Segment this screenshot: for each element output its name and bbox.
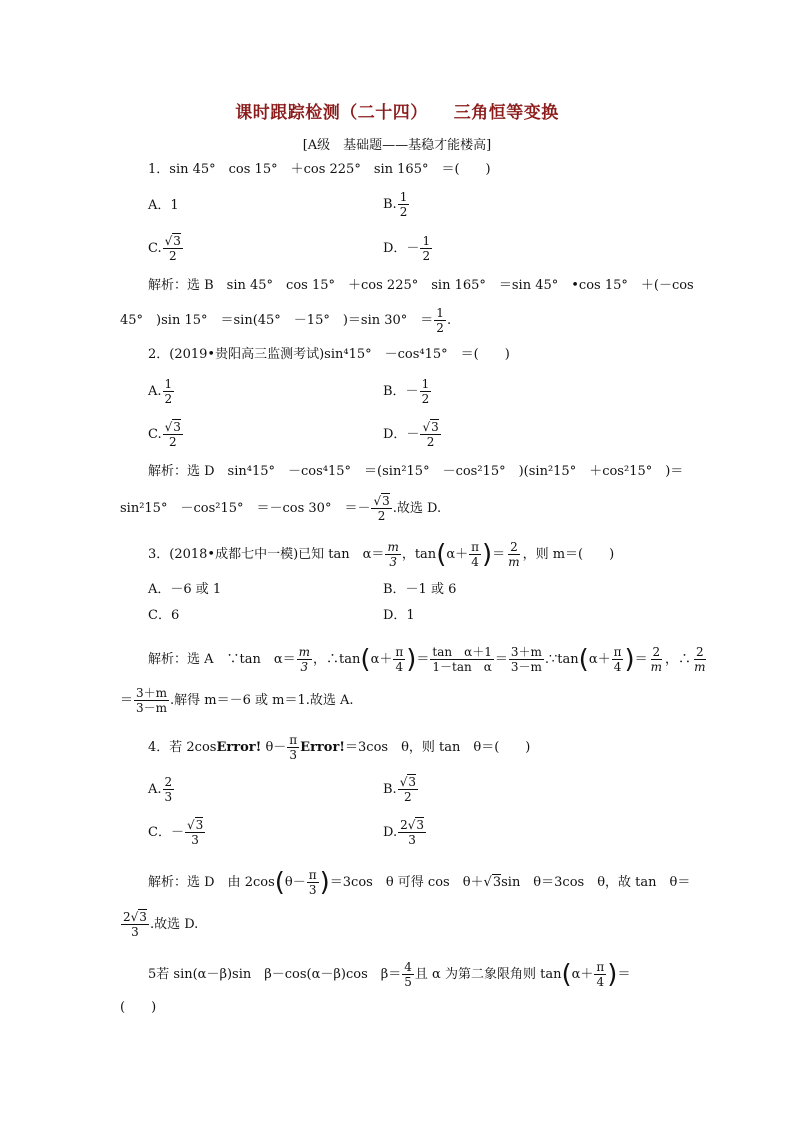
q1-option-b: B. $\frac{1}{2}$ (383, 190, 408, 219)
q3-option-b: B．－1 或 6 (383, 582, 457, 597)
q4-stem: 4．若 2cosError! θ－ $\frac{\pi}{3}$ Error!＝3cos θ，则 tan θ＝( ) (148, 733, 531, 762)
q3-option-a: A．－6 或 1 (148, 582, 222, 597)
q1-option-a: A．1 (148, 198, 179, 213)
q2-option-b: B．－ $\frac{1}{2}$ (383, 377, 430, 406)
q2-option-d: D．－ $\frac{√3}{2}$ (383, 420, 439, 449)
q4-option-c: C．－ $\frac{√3}{3}$ (148, 818, 204, 847)
q4-option-a: A. $\frac{2}{3}$ (148, 775, 173, 804)
q3-option-c: C．6 (148, 608, 180, 623)
q3-solution-line1: 解析：选 A ∵tan α＝ $\frac{m}{3}$ ，∴tan(α＋ $\frac{\pi}{4}$ )＝ $\frac{\text{tan α＋1}}{\text{1－tan α}}$ ＝ $\frac{3+m}{3-m}$ .∵tan(α＋ $\frac{\pi}{4}$ )＝ $\frac{2}{m}$ ，∴ $\frac{2}{m}$ (148, 644, 706, 675)
q2-option-c: C. $\frac{√3}{2}$ (148, 420, 181, 449)
title-topic: 三角恒等变换 (453, 103, 559, 123)
q4-option-b: B. $\frac{√3}{2}$ (383, 775, 416, 804)
section-subtitle: [A级 基础题——基稳才能楼高] (302, 138, 492, 153)
q4-solution-line2: $\frac{2√3}{3}$ .故选 D. (123, 910, 199, 939)
q4-solution-line1: 解析：选 D 由 2cos(θ－ $\frac{\pi}{3}$ )＝3cos θ 可得 cos θ＋√3sin θ＝3cos θ，故 tan θ＝ (148, 867, 691, 898)
q3-option-d: D．1 (383, 608, 415, 623)
q1-option-d: D．－ $\frac{1}{2}$ (383, 234, 431, 263)
page-title (0, 98, 794, 123)
q1-stem: 1．sin 45° cos 15° ＋cos 225° sin 165° ＝( ) (148, 162, 491, 177)
q4-option-d: D. $\frac{2√3}{3}$ (383, 818, 425, 847)
q2-option-a: A. $\frac{1}{2}$ (148, 377, 173, 406)
q1-solution-line2: 45° )sin 15° ＝sin(45° －15° )＝sin 30° ＝ $\frac{1}{2}$ . (120, 306, 452, 335)
q1-solution-line1: 解析：选 B sin 45° cos 15° ＋cos 225° sin 165° ＝sin 45° •cos 15° ＋(－cos (148, 278, 694, 293)
q3-stem: 3．(2018•成都七中一模)已知 tan α＝ $\frac{m}{3}$ ，tan(α＋ $\frac{\pi}{4}$ )＝ $\frac{2}{m}$ ，则 m＝( ) (148, 539, 615, 570)
title-main: 课时跟踪检测（二十四） (235, 103, 428, 123)
q5-stem: 5若 sin(α－β)sin β－cos(α－β)cos β＝ $\frac{4}{5}$ 且 α 为第二象限角则 tan(α＋ $\frac{\pi}{4}$ )＝ (148, 959, 631, 990)
q2-stem: 2．(2019•贵阳高三监测考试)sin⁴15° －cos⁴15° ＝( ) (148, 347, 510, 362)
q2-solution-line1: 解析：选 D sin⁴15° －cos⁴15° ＝(sin²15° －cos²15° )(sin²15° ＋cos²15° )＝ (148, 464, 684, 479)
q5-answer-blank: ( ) (120, 1000, 157, 1015)
q3-solution-line2: ＝ $\frac{3+m}{3-m}$ .解得 m＝－6 或 m＝1.故选 A. (120, 686, 354, 715)
q2-solution-line2: sin²15° －cos²15° ＝－cos 30° ＝－ $\frac{√3}{2}$ .故选 D. (120, 494, 442, 523)
q1-option-c: C. $\frac{√3}{2}$ (148, 234, 181, 263)
